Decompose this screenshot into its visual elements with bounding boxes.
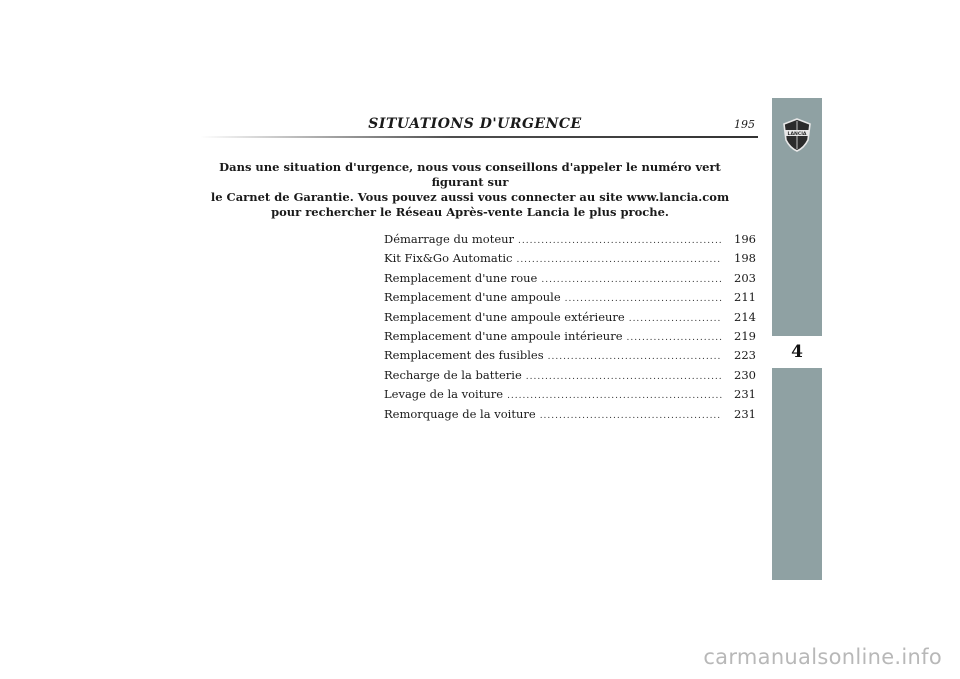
intro-line-2: le Carnet de Garantie. Vous pouvez aussi vous connecter au site www.lancia.com: [210, 190, 730, 204]
chapter-sidebar: [772, 98, 822, 580]
toc-leader-dots: [541, 275, 722, 285]
toc-leader-dots: [518, 236, 722, 246]
toc-item-page: 198: [734, 251, 756, 266]
page-number: 195: [734, 118, 755, 131]
toc-item-label: Démarrage du moteur: [384, 232, 515, 246]
toc-item[interactable]: [384, 387, 756, 406]
toc-item-page: 211: [734, 290, 756, 305]
toc-item[interactable]: [384, 310, 756, 329]
header-divider: [200, 136, 758, 138]
toc-item[interactable]: [384, 271, 756, 290]
intro-paragraph: [195, 160, 745, 220]
toc-leader-dots: [548, 352, 722, 362]
toc-leader-dots: [629, 314, 722, 324]
toc-item-label: Remorquage de la voiture: [384, 406, 536, 421]
toc-item[interactable]: [384, 329, 756, 348]
toc-item-page: 196: [734, 232, 756, 246]
page-title: SITUATIONS D'URGENCE: [368, 116, 582, 132]
toc-item-label: Remplacement des fusibles: [384, 348, 544, 363]
toc-item-label: Remplacement d'une roue: [384, 270, 538, 285]
toc-item-label: Recharge de la batterie: [384, 367, 522, 382]
toc-leader-dots: [565, 294, 722, 304]
toc-item-page: 230: [734, 367, 756, 382]
lancia-shield-icon: [782, 118, 812, 152]
toc-item-label: Kit Fix&Go Automatic: [384, 251, 513, 266]
toc-item[interactable]: [384, 348, 756, 367]
table-of-contents: [384, 232, 756, 426]
toc-leader-dots: [516, 255, 722, 265]
toc-item-page: 223: [734, 348, 756, 363]
toc-leader-dots: [627, 333, 723, 343]
toc-item-page: 231: [734, 406, 756, 421]
toc-item-label: Remplacement d'une ampoule extérieure: [384, 309, 625, 324]
chapter-number-tab: 4: [772, 336, 822, 368]
toc-leader-dots: [540, 411, 722, 421]
toc-item-page: 203: [734, 270, 756, 285]
toc-item[interactable]: [384, 368, 756, 387]
logo-text: LANCIA: [787, 131, 807, 137]
toc-item-label: Remplacement d'une ampoule intérieure: [384, 328, 623, 343]
toc-item-label: Remplacement d'une ampoule: [384, 290, 561, 305]
toc-leader-dots: [526, 372, 722, 382]
toc-item-page: 231: [734, 387, 756, 402]
toc-item-label: Levage de la voiture: [384, 387, 504, 402]
toc-item[interactable]: [384, 290, 756, 309]
intro-line-3: pour rechercher le Réseau Après-vente Lancia le plus proche.: [271, 205, 669, 219]
toc-item[interactable]: [384, 232, 756, 251]
toc-item-page: 214: [734, 309, 756, 324]
watermark: carmanualsonline.info: [703, 645, 942, 669]
toc-item[interactable]: [384, 407, 756, 426]
toc-leader-dots: [507, 391, 722, 401]
toc-item[interactable]: [384, 251, 756, 270]
toc-item-page: 219: [734, 328, 756, 343]
intro-line-1: Dans une situation d'urgence, nous vous conseillons d'appeler le numéro vert figurant sur: [219, 160, 721, 189]
